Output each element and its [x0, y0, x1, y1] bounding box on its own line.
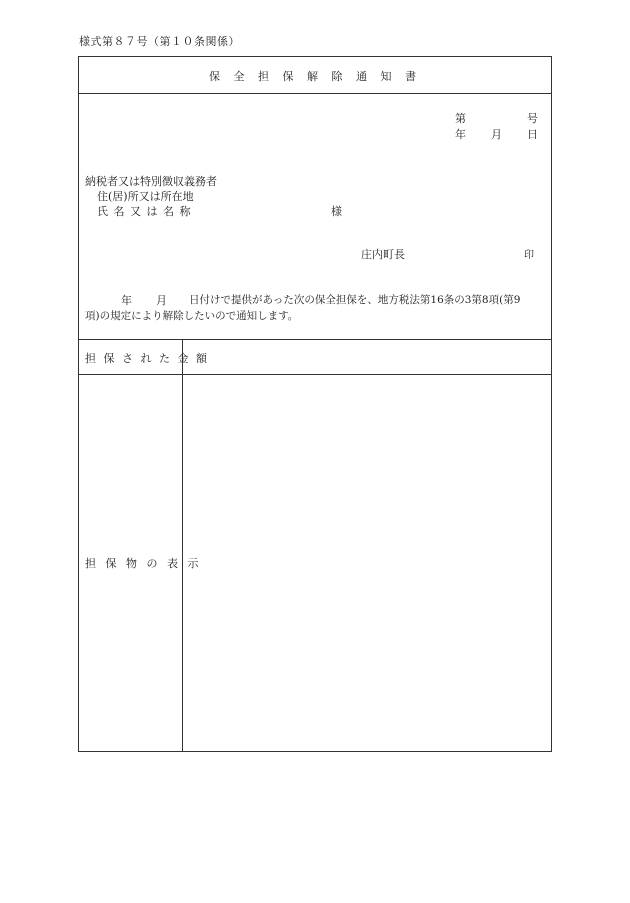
doc-number-prefix: 第: [455, 112, 466, 125]
collateral-row: [79, 374, 551, 751]
form-number: 様式第８７号（第１０条関係）: [79, 35, 240, 48]
document-title: 保 全 担 保 解 除 通 知 書: [209, 70, 421, 83]
issuer-seal: 印: [524, 250, 534, 261]
collateral-label-cell: [79, 374, 202, 751]
amount-label-cell: [79, 339, 209, 374]
body-year: 年: [121, 294, 132, 307]
body-month: 月: [156, 294, 167, 307]
recipient-honorific: 様: [331, 205, 342, 218]
collateral-label: 担 保 物 の 表 示: [85, 557, 202, 570]
date-day: 日: [527, 128, 538, 141]
recipient-address-label: 住(居)所又は所在地: [97, 190, 194, 203]
notice-form: [78, 56, 552, 752]
date-year: 年: [455, 128, 466, 141]
amount-label: 担 保 さ れ た 金 額: [85, 352, 209, 365]
date-month: 月: [491, 128, 502, 141]
body-text-line1: 日付けで提供があった次の保全担保を、地方税法第16条の3第8項(第9: [189, 294, 521, 306]
issuer-name: 庄内町長: [361, 248, 405, 261]
body-text-line2: 項)の規定により解除したいので通知します。: [85, 310, 299, 322]
title-row: [79, 57, 551, 94]
doc-number-suffix: 号: [527, 112, 538, 125]
recipient-type-label: 納税者又は特別徴収義務者: [85, 175, 217, 188]
notice-section: [79, 93, 551, 340]
amount-value-cell[interactable]: [183, 339, 551, 374]
collateral-value-cell[interactable]: [183, 374, 551, 751]
recipient-name-label: 氏 名 又 は 名 称: [97, 205, 192, 218]
amount-row: [79, 339, 551, 375]
